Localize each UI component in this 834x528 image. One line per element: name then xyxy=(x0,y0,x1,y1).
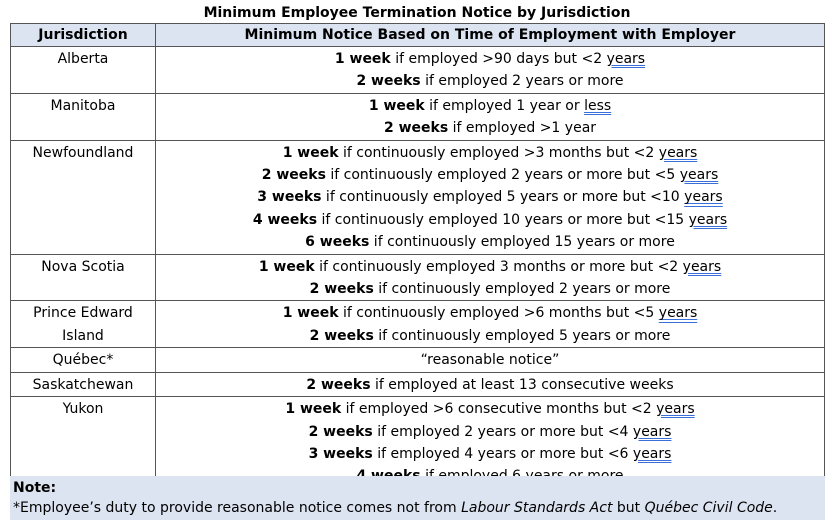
notice-cell xyxy=(156,47,825,94)
notice-duration: 1 week xyxy=(334,51,391,67)
notice-duration: 1 week xyxy=(282,305,339,322)
notice-condition: if continuously employed >6 months but <5 xyxy=(338,305,659,322)
jurisdiction-cell: Québec* xyxy=(11,348,156,372)
notice-line xyxy=(160,302,820,324)
notice-condition: if continuously employed 5 years or more but <10 xyxy=(321,189,685,206)
notice-condition: if employed 2 years or more xyxy=(420,73,624,90)
notice-duration: 2 weeks xyxy=(309,327,374,344)
notice-line xyxy=(160,374,820,396)
notice-line xyxy=(160,398,820,420)
notice-line xyxy=(160,278,820,300)
notice-line xyxy=(160,70,820,92)
jurisdiction-cell: Yukon xyxy=(11,397,156,489)
notice-line xyxy=(160,142,820,164)
note-box xyxy=(10,476,825,520)
table-row xyxy=(11,397,825,489)
jurisdiction-cell: Newfoundland xyxy=(11,140,156,254)
notice-duration: 2 weeks xyxy=(308,423,373,440)
table-row xyxy=(11,140,825,254)
table-row xyxy=(11,93,825,140)
table-row xyxy=(11,254,825,301)
notice-line xyxy=(160,231,820,253)
jurisdiction-cell: Prince Edward Island xyxy=(11,301,156,348)
notice-condition: if employed >1 year xyxy=(448,120,597,137)
notice-duration: 2 weeks xyxy=(261,167,326,184)
notice-duration: 2 weeks xyxy=(356,73,421,90)
notice-condition: if continuously employed 15 years or more xyxy=(369,234,675,251)
notice-line xyxy=(160,117,820,139)
notice-duration: 1 week xyxy=(258,258,315,275)
notice-condition: if continuously employed 10 years or more but <15 xyxy=(317,211,689,228)
notice-line xyxy=(160,209,820,231)
notice-duration: 6 weeks xyxy=(305,234,370,251)
jurisdiction-cell: Nova Scotia xyxy=(11,254,156,301)
notice-duration: 3 weeks xyxy=(308,445,373,462)
notice-cell xyxy=(156,348,825,372)
notice-condition: if employed 2 years or more but <4 xyxy=(372,423,633,440)
note-italic-act: Labour Standards Act xyxy=(461,500,613,516)
notice-condition: if employed >90 days but <2 xyxy=(390,51,607,67)
notice-cell xyxy=(156,93,825,140)
notice-cell xyxy=(156,254,825,301)
notice-cell xyxy=(156,301,825,348)
notice-duration: 2 weeks xyxy=(309,281,374,298)
grammar-flagged-word: years xyxy=(658,305,698,322)
notice-line xyxy=(160,164,820,186)
notice-condition: if employed 4 years or more but <6 xyxy=(372,445,633,462)
note-text xyxy=(13,498,822,518)
table-row xyxy=(11,372,825,396)
notice-condition: if continuously employed 5 years or more xyxy=(373,327,671,344)
notice-condition: if continuously employed 2 years or more but <5 xyxy=(325,167,680,184)
grammar-flagged-word: years xyxy=(606,51,646,67)
note-text-end: . xyxy=(772,500,778,516)
page-title: Minimum Employee Termination Notice by Jurisdiction xyxy=(203,5,631,21)
column-header-jurisdiction: Jurisdiction xyxy=(11,24,156,47)
notice-line xyxy=(160,349,820,371)
notice-duration: 3 weeks xyxy=(257,189,322,206)
notice-condition: if continuously employed 2 years or more xyxy=(373,281,671,298)
notice-condition: if employed 1 year or xyxy=(424,97,585,114)
note-italic-code: Québec Civil Code xyxy=(644,500,773,516)
notice-duration: 1 week xyxy=(282,144,339,161)
notice-cell xyxy=(156,372,825,396)
jurisdiction-cell: Alberta xyxy=(11,47,156,94)
grammar-flagged-word: years xyxy=(684,189,723,206)
grammar-flagged-word: years xyxy=(656,401,695,418)
notice-condition: “reasonable notice” xyxy=(420,352,560,369)
notice-line xyxy=(160,95,820,117)
notice-condition: if employed >6 consecutive months but <2 xyxy=(341,401,657,418)
grammar-flagged-word: less xyxy=(584,97,612,114)
notice-line xyxy=(160,256,820,278)
table-row xyxy=(11,301,825,348)
notice-condition: if continuously employed >3 months but <2 xyxy=(338,144,659,161)
header-row xyxy=(11,24,825,47)
notice-line xyxy=(160,48,820,70)
column-header-notice: Minimum Notice Based on Time of Employment with Employer xyxy=(156,24,825,47)
jurisdiction-cell: Manitoba xyxy=(11,93,156,140)
notice-line xyxy=(160,325,820,347)
table-body xyxy=(11,47,825,489)
table-row xyxy=(11,348,825,372)
grammar-flagged-word: years xyxy=(679,167,719,184)
grammar-flagged-word: years xyxy=(682,258,722,275)
notice-condition: if continuously employed 3 months or more but <2 xyxy=(314,258,683,275)
note-text-middle: but xyxy=(612,500,645,516)
grammar-flagged-word: years xyxy=(632,423,672,440)
table-row xyxy=(11,47,825,94)
note-text-start: *Employee’s duty to provide reasonable notice comes not from xyxy=(13,500,462,516)
grammar-flagged-word: years xyxy=(632,445,672,462)
notice-duration: 1 week xyxy=(285,401,342,418)
notice-cell xyxy=(156,397,825,489)
notice-duration: 1 week xyxy=(368,97,425,114)
notice-duration: 2 weeks xyxy=(383,120,449,137)
notice-duration: 2 weeks xyxy=(306,376,371,393)
grammar-flagged-word: years xyxy=(688,211,728,228)
notice-table xyxy=(10,23,825,489)
notice-line xyxy=(160,186,820,208)
jurisdiction-cell: Saskatchewan xyxy=(11,372,156,396)
notice-cell xyxy=(156,140,825,254)
grammar-flagged-word: years xyxy=(658,144,698,161)
note-heading: Note: xyxy=(13,480,57,496)
notice-line xyxy=(160,443,820,465)
notice-line xyxy=(160,421,820,443)
notice-duration: 4 weeks xyxy=(252,211,318,228)
notice-condition: if employed at least 13 consecutive weeks xyxy=(370,376,674,393)
